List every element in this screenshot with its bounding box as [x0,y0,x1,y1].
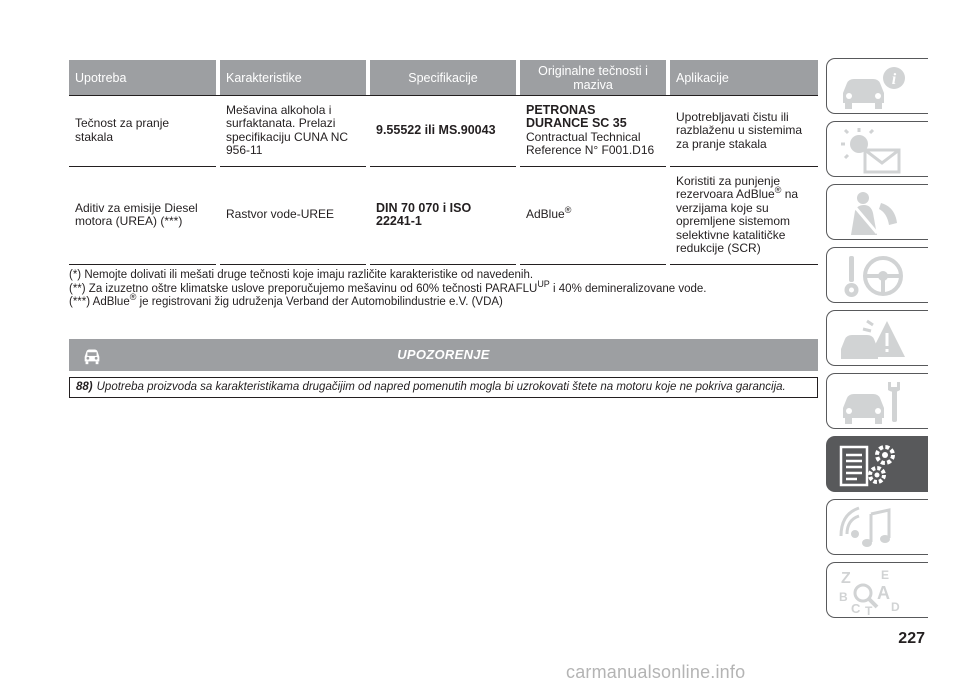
table-row [69,166,818,264]
warning-text: Upotreba proizvoda sa karakteristikama drugačijim od napred pomenutih mogla bi uzrokovati štete na motoru koje ne pokriva garancija. [96,381,786,393]
cell-application [668,166,818,264]
footnote-2 [69,278,829,297]
svg-text:i: i [891,71,897,88]
index-letter: A [877,583,890,603]
cell-characteristics: Mešavina alkohola i surfaktanata. Prelazi specifikaciju CUNA NC 956-11 [218,96,368,166]
car-info-icon [837,63,909,111]
fluid-detail: Contractual Technical Reference N° F001.D16 [526,129,655,158]
fluids-spec-table [69,60,818,265]
table-header-row [69,60,818,96]
cell-original-fluid [518,166,668,264]
header-original-fluids: Originalne tečnosti i maziva [518,60,668,96]
emergency-warning-triangle-icon [837,315,909,363]
car-maintenance-wrench-icon [837,378,909,426]
warning-banner [69,339,818,371]
footnote-2-tail: i 40% demineralizovane vode. [553,282,707,295]
tab-maintenance[interactable] [826,373,928,429]
alphabetical-index-icon [837,567,909,615]
cell-application: Upotrebljavati čistu ili razblaženu u sistemima za pranje stakala [668,96,818,166]
index-letter: E [881,568,890,582]
footnote-2-text: (**) Za izuzetno oštre klimatske uslove preporučujemo mešavinu od 60% tečnosti PARAFLU [69,282,538,295]
table-row [69,96,818,166]
fluid-name: AdBlue [526,207,565,222]
cell-characteristics: Rastvor vode-UREE [218,166,368,264]
index-letter: C [851,601,861,615]
application-pre: Koristiti za punjenje rezervoara AdBlue [676,173,781,201]
tab-multimedia[interactable] [826,499,928,555]
footnotes [69,269,829,310]
registered-mark: ® [774,185,782,195]
footnote-1: (*) Nemojte dolivati ili mešati druge tečnosti koje imaju različite karakteristike od navedenih. [69,269,534,281]
warning-light-message-icon [837,126,909,174]
header-characteristics: Karakteristike [218,60,368,96]
cell-use: Aditiv za emisije Diesel motora (UREA) (***) [69,166,218,264]
tab-emergency[interactable] [826,310,928,366]
tab-technical-data[interactable] [826,436,928,492]
cell-original-fluid [518,96,668,166]
cell-use: Tečnost za pranje stakala [69,96,218,166]
key-steering-wheel-icon [837,252,909,300]
footnote-3-text: (***) AdBlue [69,296,130,308]
header-application: Aplikacije [668,60,818,96]
tab-starting-driving[interactable] [826,247,928,303]
header-divider [69,95,818,96]
cell-specification: DIN 70 070 i ISO 22241-1 [368,166,518,264]
header-specification: Specifikacije [368,60,518,96]
footnote-3-tail: je registrovani žig udruženja Verband der Automobilindustrie e.V. (VDA) [139,296,503,308]
warning-text-box [69,377,818,398]
header-use: Upotreba [69,60,218,96]
seat-belt-safety-icon [837,189,909,237]
tab-dashboard-lights[interactable] [826,121,928,177]
index-letter: D [891,600,900,614]
registered-mark: ® [564,205,572,216]
warning-title: UPOZORENJE [397,347,490,362]
watermark: carmanualsonline.info [566,662,746,682]
footnote-3-sup: ® [129,292,137,303]
index-letter: T [865,604,873,615]
application-post: na verzijama koje su opremljene sistemom selektivne katalitičke redukcije (SCR) [676,187,799,255]
multimedia-music-icon [837,504,909,552]
page-number: 227 [898,630,925,647]
technical-data-gears-icon [837,441,909,489]
warning-number: 88) [76,381,93,393]
tab-index[interactable] [826,562,928,618]
index-letter: B [839,590,848,604]
fluid-name: PETRONAS DURANCE SC 35 [526,102,627,131]
footnote-3 [69,292,829,310]
tab-getting-to-know-car[interactable] [826,58,928,114]
index-letter: Z [841,570,851,587]
tab-safety[interactable] [826,184,928,240]
footnote-2-sup: UP [537,278,550,289]
cell-specification: 9.55522 ili MS.90043 [368,96,518,166]
